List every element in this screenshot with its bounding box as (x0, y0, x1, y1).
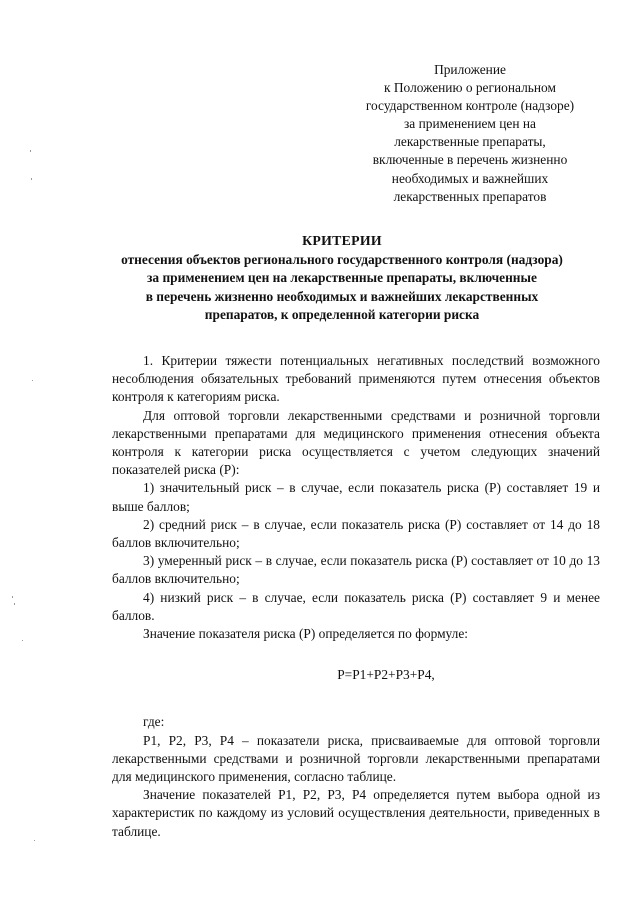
appendix-note (340, 61, 600, 206)
appendix-line: необходимых и важнейших (391, 170, 549, 186)
list-item-moderate-risk: 3) умеренный риск – в случае, если показатель риска (Р) составляет от 10 до 13 баллов включительно; (112, 553, 600, 587)
list-item-low-risk: 4) низкий риск – в случае, если показатель риска (Р) составляет 9 и менее баллов. (112, 589, 600, 623)
appendix-line: лекарственных препаратов (393, 188, 547, 204)
paragraph-indicators-selection: Значение показателей Р1, Р2, Р3, Р4 определяется путем выбора одной из характеристик по каждому из условий осуществления деятельности, приведенных в таблице. (112, 787, 600, 839)
list-item-significant-risk: 1) значительный риск – в случае, если показатель риска (Р) составляет 19 и выше баллов; (112, 480, 600, 514)
appendix-line: включенные в перечень жизненно (372, 152, 568, 168)
appendix-line: Приложение (434, 62, 506, 77)
paragraph-formula-intro: Значение показателя риска (Р) определяется по формуле: (143, 626, 469, 642)
paragraph-where: где: (143, 714, 165, 730)
title-subline: за применением цен на лекарственные препараты, включенные (147, 270, 537, 286)
appendix-line: за применением цен на (404, 116, 536, 132)
appendix-line: к Положению о региональном (384, 80, 556, 96)
title-subline: отнесения объектов регионального государственного контроля (надзора) (121, 251, 563, 267)
document-title (70, 232, 614, 325)
risk-formula: Р=Р1+Р2+Р3+Р4, (337, 667, 435, 683)
list-item-medium-risk: 2) средний риск – в случае, если показатель риска (Р) составляет от 14 до 18 баллов включительно; (112, 516, 600, 551)
appendix-line: государственном контроле (надзоре) (365, 98, 575, 114)
document-body (112, 352, 600, 841)
title-heading: КРИТЕРИИ (302, 233, 382, 248)
title-subline: в перечень жизненно необходимых и важнейших лекарственных (145, 288, 539, 304)
paragraph-indicators-definition: Р1, Р2, Р3, Р4 – показатели риска, присваиваемые для оптовой торговли лекарственными средствами и розничной торговли лекарственными препаратами для медицинского применения, согласно таблице. (112, 732, 600, 785)
paragraph-criteria: 1. Критерии тяжести потенциальных негативных последствий возможного несоблюдения обязательных требований применяются путем отнесения объектов контроля к категориям риска. (112, 353, 600, 405)
appendix-line: лекарственные препараты, (394, 134, 546, 150)
paragraph-risk-indicators: Для оптовой торговли лекарственными средствами и розничной торговли лекарственными препаратами для медицинского применения отнесения объекта контроля к категории риска осуществляется с учетом следующих значений показателей риска (Р): (112, 407, 600, 478)
title-subline: препаратов, к определенной категории риска (204, 307, 480, 323)
